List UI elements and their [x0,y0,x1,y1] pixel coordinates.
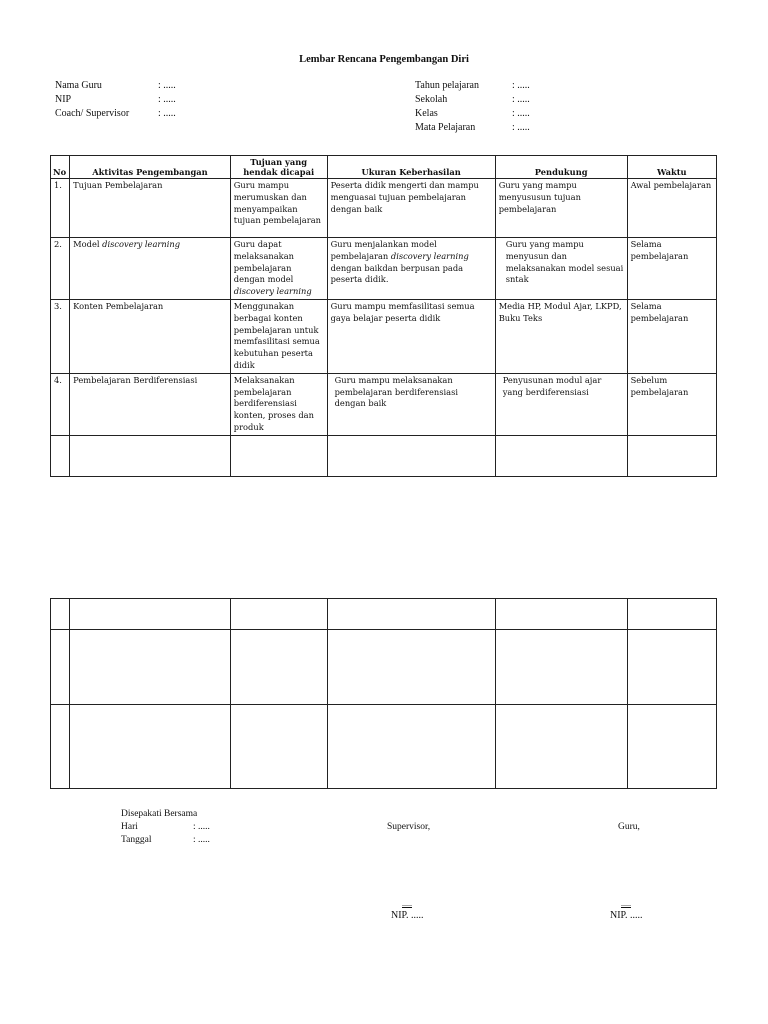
info-label: Coach/ Supervisor [55,108,130,119]
tanggal-value: : ..... [193,835,210,845]
cell-ukuran: Guru mampu melaksanakan pembelajaran berdiferensiasi dengan baik [327,373,495,435]
hari-label: Hari [121,822,138,832]
empty-cell [51,705,70,789]
cell-text: Guru dapat melaksanakan pembelajaran dengan model [233,239,294,285]
info-right [415,79,530,135]
table-row-empty [51,435,717,476]
empty-cell [327,630,495,705]
header-tujuan [230,156,327,179]
info-label: Kelas [415,108,438,119]
cell-waktu: Awal pembelajaran [627,179,716,238]
empty-cell [70,705,231,789]
cell-italic-text: discovery learning [102,239,181,249]
development-plan-table [50,155,717,477]
info-nama-guru [55,79,176,93]
guru-name: ..... [621,899,631,908]
info-value: : ..... [158,94,176,105]
cell-ukuran [327,238,495,300]
cell-waktu: Sebelum pembelajaran [627,373,716,435]
info-label: Mata Pelajaran [415,122,476,133]
info-sekolah [415,93,530,107]
empty-table [50,598,717,789]
empty-cell [627,599,716,630]
empty-cell [230,630,327,705]
cell-ukuran: Peserta didik mengerti dan mampu menguasai tujuan pembelajaran dengan baik [327,179,495,238]
cell-tujuan: Menggunakan berbagai konten pembelajaran untuk memfasilitasi semua kebutuhan peserta didik [230,299,327,373]
cell-pendukung: Penyusunan modul ajar yang berdiferensiasi [495,373,627,435]
supervisor-name: ..... [402,899,412,908]
header-ukuran: Ukuran Keberhasilan [327,156,495,179]
guru-nip: NIP. ..... [610,910,643,921]
empty-cell [70,435,231,476]
empty-cell [495,630,627,705]
cell-text: Guru menjalankan model pembelajaran [330,239,437,261]
cell-aktivitas: Tujuan Pembelajaran [70,179,231,238]
agreement-heading: Disepakati Bersama [121,809,198,819]
table-row [51,299,717,373]
header-tujuan-line2: hendak dicapai [243,167,315,177]
cell-tujuan: Guru mampu merumuskan dan menyampaikan tujuan pembelajaran [230,179,327,238]
cell-no: 3. [51,299,70,373]
empty-cell [51,630,70,705]
info-left [55,79,176,121]
cell-aktivitas [70,238,231,300]
info-mata-pelajaran [415,121,530,135]
agreement-tanggal [121,834,210,847]
agreement-block [121,808,210,847]
empty-cell [495,705,627,789]
empty-cell [327,705,495,789]
info-value: : ..... [512,122,530,133]
header-no: No [51,156,70,179]
table-row [51,238,717,300]
info-label: Sekolah [415,94,448,105]
info-label: Nama Guru [55,80,102,91]
header-tujuan-line1: Tujuan yang [250,157,308,167]
empty-cell [495,435,627,476]
empty-cell [230,705,327,789]
cell-no: 1. [51,179,70,238]
empty-cell [627,630,716,705]
cell-tujuan [230,238,327,300]
empty-cell [327,599,495,630]
empty-cell [230,599,327,630]
info-kelas [415,107,530,121]
info-value: : ..... [512,80,530,91]
info-tahun-pelajaran [415,79,530,93]
info-value: : ..... [512,108,530,119]
cell-tujuan: Melaksanakan pembelajaran berdiferensiasi konten, proses dan produk [230,373,327,435]
empty-cell [51,599,70,630]
tanggal-label: Tanggal [121,835,152,845]
cell-text: Model [73,239,103,249]
info-label: Tahun pelajaran [415,80,479,91]
table-header-row [51,156,717,179]
cell-pendukung: Guru yang mampu menyusun dan melaksanakan model sesuai sntak [495,238,627,300]
cell-italic-text: discovery learning [390,250,469,261]
empty-cell [627,435,716,476]
header-pendukung: Pendukung [495,156,627,179]
empty-cell [627,705,716,789]
info-label: NIP [55,94,72,105]
supervisor-label: Supervisor, [387,822,431,832]
cell-text: dengan baikdan berpusan pada peserta didik. [330,262,464,285]
header-waktu: Waktu [627,156,716,179]
empty-cell [327,435,495,476]
table-row-empty [51,630,717,705]
cell-italic-text: discovery learning [233,286,312,297]
empty-cell [230,435,327,476]
info-value: : ..... [512,94,530,105]
empty-cell [70,599,231,630]
empty-cell [51,435,70,476]
empty-cell [70,630,231,705]
empty-cell [495,599,627,630]
table-row [51,179,717,238]
document-title: Lembar Rencana Pengembangan Diri [299,54,469,65]
guru-label: Guru, [618,822,640,832]
agreement-hari [121,821,210,834]
info-coach-supervisor [55,107,176,121]
cell-pendukung: Guru yang mampu menyususun tujuan pembelajaran [495,179,627,238]
cell-no: 4. [51,373,70,435]
cell-pendukung: Media HP, Modul Ajar, LKPD, Buku Teks [495,299,627,373]
cell-waktu: Selama pembelajaran [627,238,716,300]
info-value: : ..... [158,108,176,119]
cell-ukuran: Guru mampu memfasilitasi semua gaya belajar peserta didik [327,299,495,373]
supervisor-nip: NIP. ..... [391,910,424,921]
cell-aktivitas: Pembelajaran Berdiferensiasi [70,373,231,435]
table-row-empty [51,705,717,789]
header-aktivitas: Aktivitas Pengembangan [70,156,231,179]
table-row [51,373,717,435]
table-row-empty [51,599,717,630]
hari-value: : ..... [193,822,210,832]
cell-waktu: Selama pembelajaran [627,299,716,373]
info-nip [55,93,176,107]
info-value: : ..... [158,80,176,91]
cell-aktivitas: Konten Pembelajaran [70,299,231,373]
cell-no: 2. [51,238,70,300]
